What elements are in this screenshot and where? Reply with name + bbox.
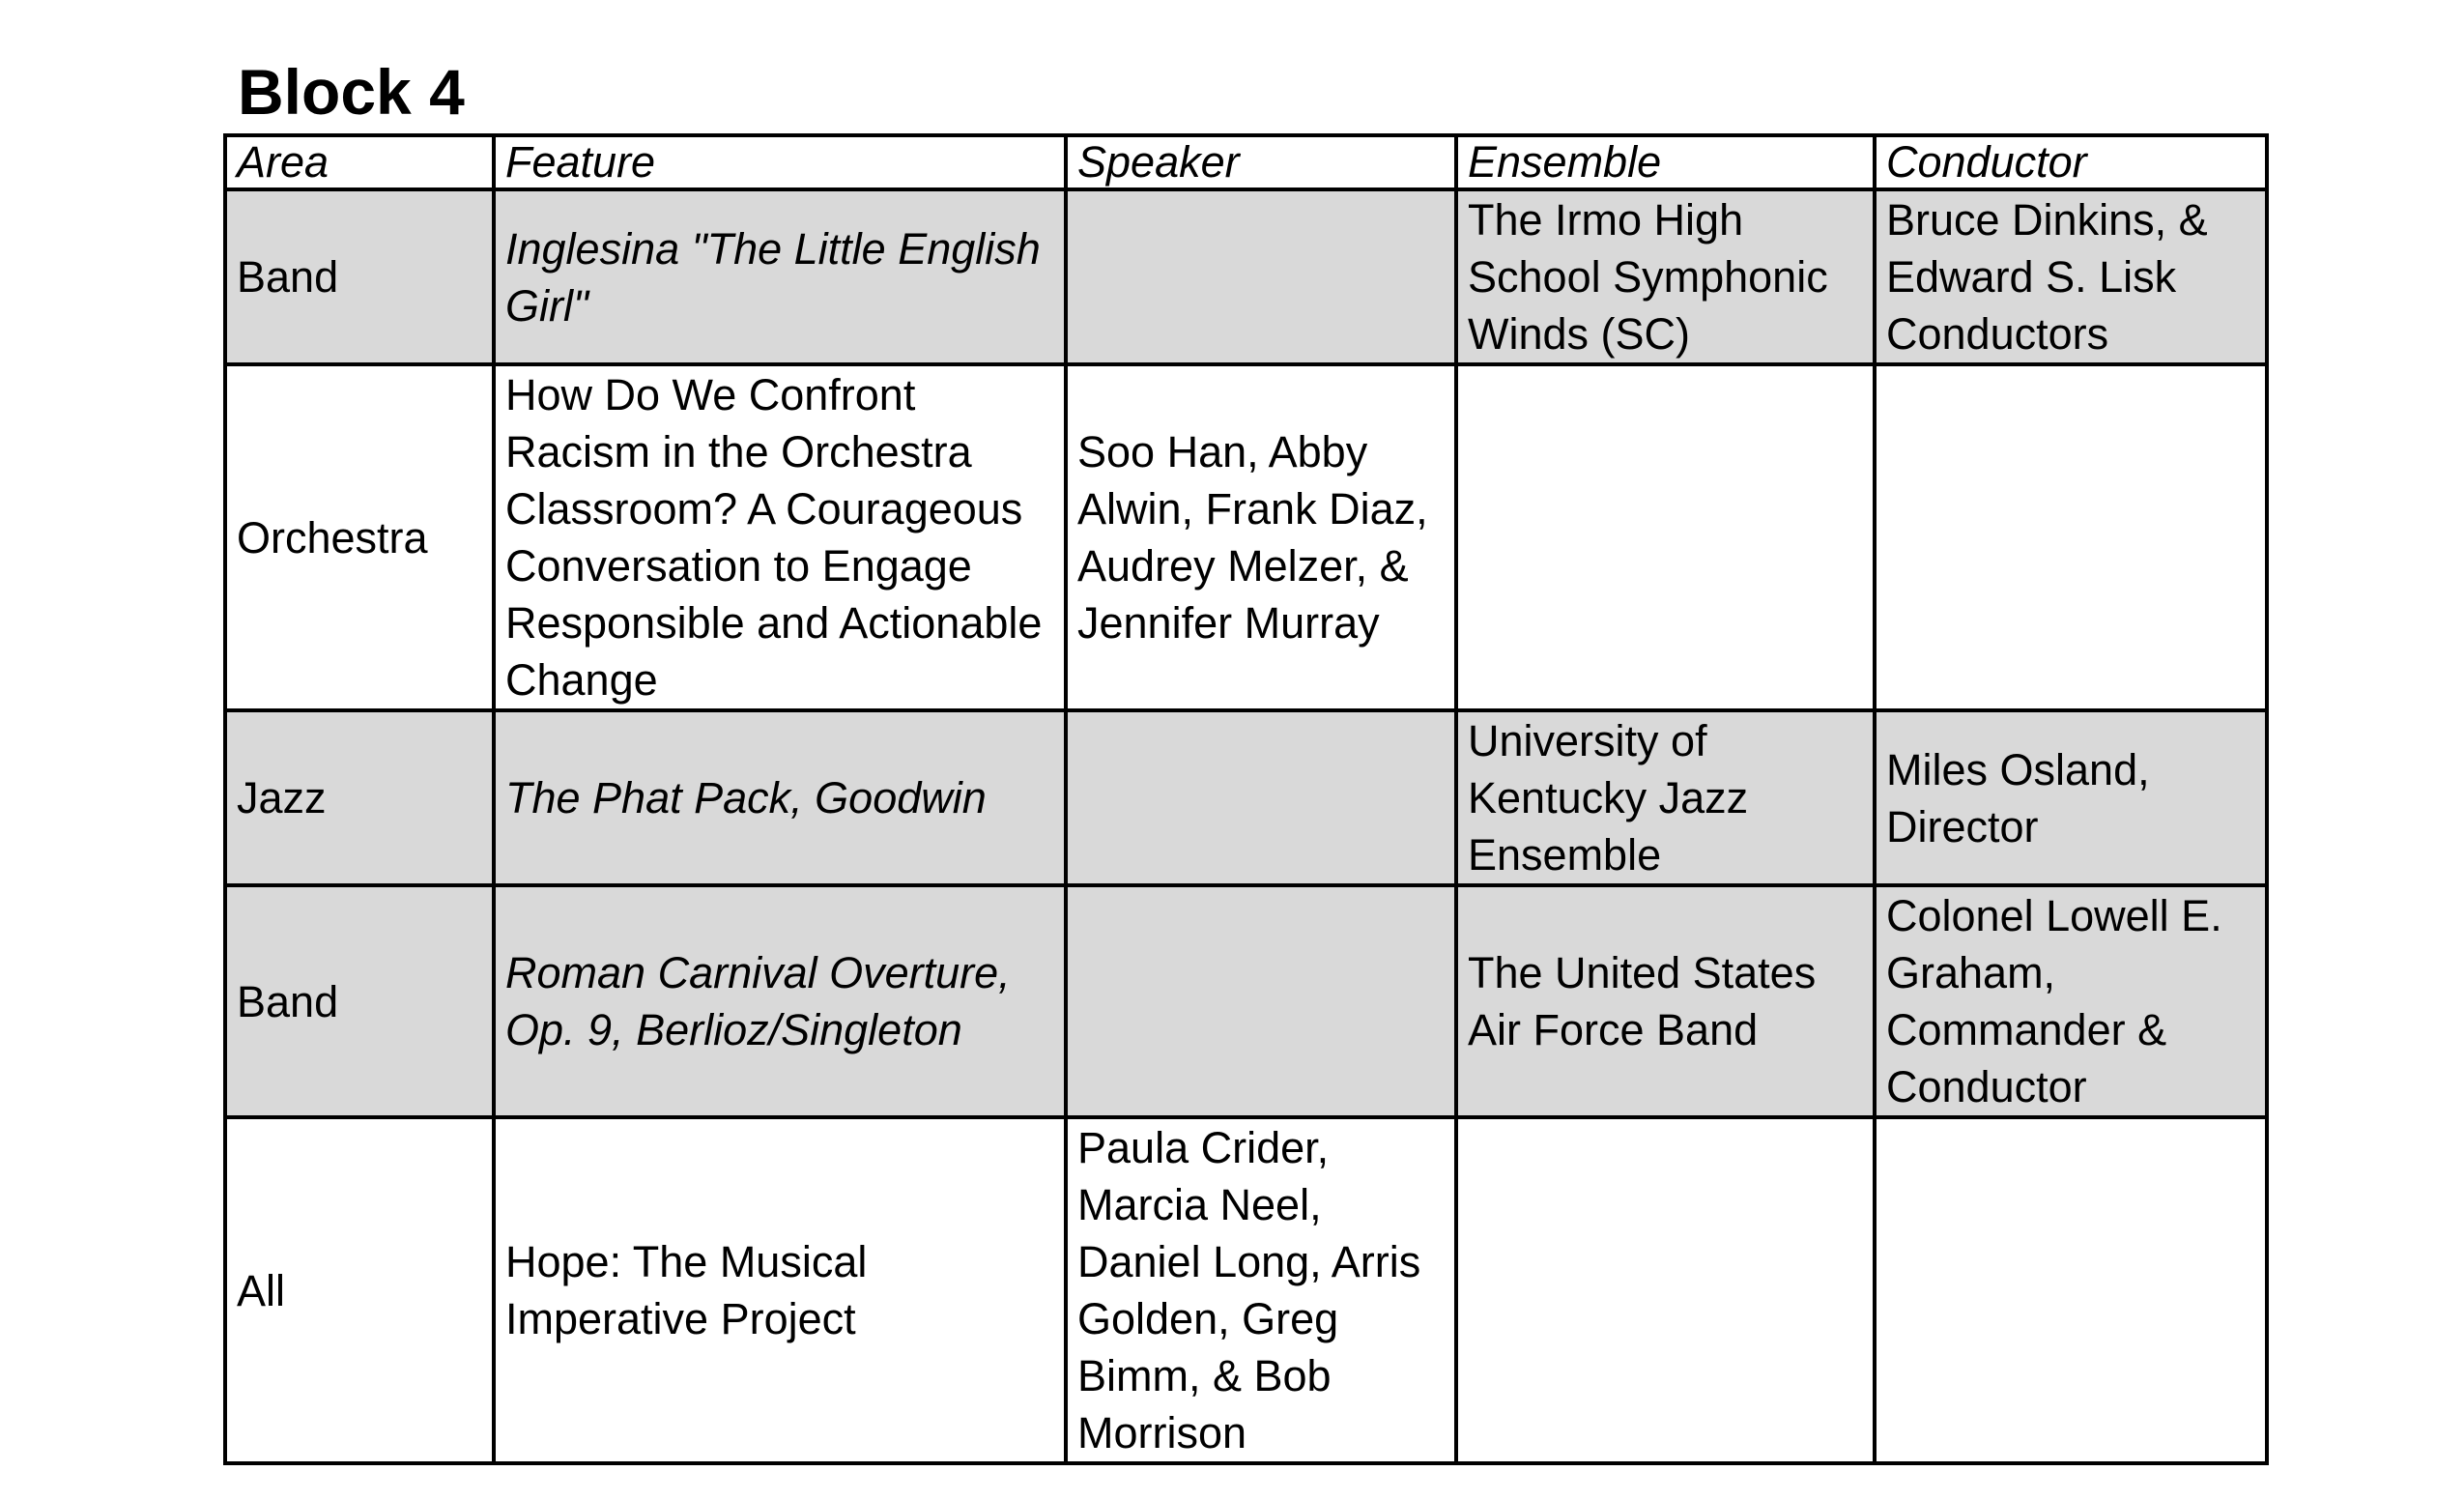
table-row [225, 1117, 2267, 1463]
page-title: Block 4 [238, 56, 465, 128]
column-header-area: Area [225, 135, 494, 189]
cell-feature: The Phat Pack, Goodwin [494, 710, 1066, 885]
column-header-ensemble: Ensemble [1456, 135, 1875, 189]
table-header-row [225, 135, 2267, 189]
table-row [225, 710, 2267, 885]
schedule-table [223, 133, 2269, 1465]
cell-feature: Hope: The Musical Imperative Project [494, 1117, 1066, 1463]
table-row [225, 189, 2267, 364]
cell-speaker: Paula Crider, Marcia Neel, Daniel Long, Arris Golden, Greg Bimm, & Bob Morrison [1066, 1117, 1456, 1463]
cell-conductor [1875, 1117, 2267, 1463]
cell-conductor: Miles Osland, Director [1875, 710, 2267, 885]
cell-speaker [1066, 710, 1456, 885]
cell-ensemble: University of Kentucky Jazz Ensemble [1456, 710, 1875, 885]
cell-speaker [1066, 189, 1456, 364]
cell-speaker: Soo Han, Abby Alwin, Frank Diaz, Audrey Melzer, & Jennifer Murray [1066, 364, 1456, 710]
cell-conductor [1875, 364, 2267, 710]
cell-feature: Inglesina "The Little English Girl" [494, 189, 1066, 364]
cell-area: Band [225, 885, 494, 1117]
cell-ensemble [1456, 364, 1875, 710]
column-header-feature: Feature [494, 135, 1066, 189]
cell-conductor: Bruce Dinkins, & Edward S. Lisk Conductors [1875, 189, 2267, 364]
table-row [225, 885, 2267, 1117]
cell-feature: How Do We Confront Racism in the Orchestra Classroom? A Courageous Conversation to Engage Responsible and Actionable Change [494, 364, 1066, 710]
cell-area: Orchestra [225, 364, 494, 710]
cell-area: Band [225, 189, 494, 364]
cell-ensemble [1456, 1117, 1875, 1463]
cell-ensemble: The Irmo High School Symphonic Winds (SC) [1456, 189, 1875, 364]
cell-speaker [1066, 885, 1456, 1117]
cell-area: Jazz [225, 710, 494, 885]
column-header-conductor: Conductor [1875, 135, 2267, 189]
cell-conductor: Colonel Lowell E. Graham, Commander & Conductor [1875, 885, 2267, 1117]
cell-ensemble: The United States Air Force Band [1456, 885, 1875, 1117]
cell-area: All [225, 1117, 494, 1463]
column-header-speaker: Speaker [1066, 135, 1456, 189]
table-row [225, 364, 2267, 710]
cell-feature: Roman Carnival Overture, Op. 9, Berlioz/Singleton [494, 885, 1066, 1117]
